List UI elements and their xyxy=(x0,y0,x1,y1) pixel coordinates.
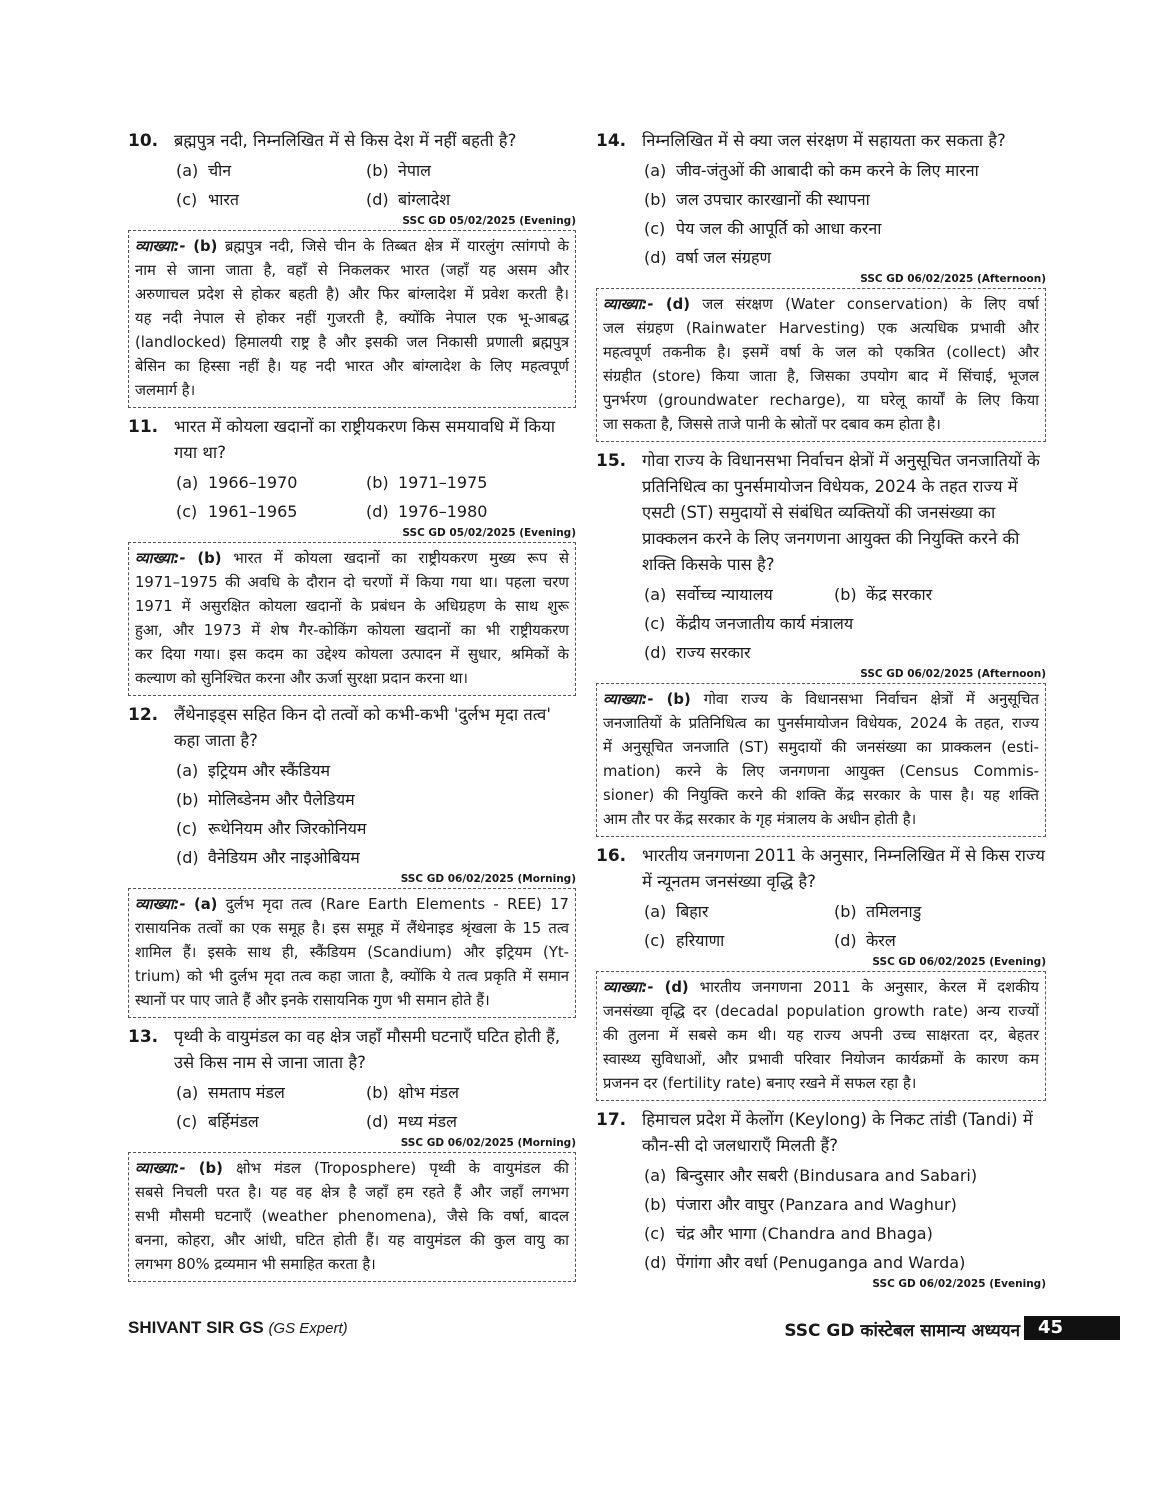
option-text: इट्रियम और स्कैंडियम xyxy=(208,761,331,780)
question-block xyxy=(128,702,576,1018)
explanation-line xyxy=(603,413,1039,437)
explanation-line xyxy=(135,1181,569,1205)
explanation-text: mation) करने के लिए जनगणना आयुक्त (Census Commis- xyxy=(603,763,1039,780)
question-text: लैंथेनाइड्स सहित किन दो तत्वों को कभी-कभी 'दुर्लभ मृदा तत्व' कहा जाता है? xyxy=(174,705,551,750)
explanation-text: हुआ, और 1973 में शेष गैर-कोकिंग कोयला खदानों का भी राष्ट्रीयकरण xyxy=(135,622,569,639)
question xyxy=(128,128,576,154)
options-list xyxy=(644,156,1046,272)
options-list xyxy=(176,156,576,214)
explanation-line xyxy=(603,365,1039,389)
footer-brand xyxy=(128,1318,348,1338)
explanation-line xyxy=(135,259,569,283)
option-text: बर्हिमंडल xyxy=(208,1112,259,1131)
explanation-line xyxy=(603,389,1039,413)
explanation-line xyxy=(135,643,569,667)
option-label: (a) xyxy=(176,1083,199,1102)
explanation-text: प्रजनन दर (fertility rate) बनाए रखने में सफल रहा है। xyxy=(603,1075,917,1092)
explanation-line xyxy=(603,688,1039,712)
option xyxy=(366,468,576,497)
explanation-text: 1971 में असुरक्षित कोयला खदानों के प्रबंधन के अधिग्रहण के साथ शुरू xyxy=(135,598,569,615)
option-label: (b) xyxy=(366,473,389,492)
explanation-text: दुर्लभ मृदा तत्व (Rare Earth Elements - REE) 17 xyxy=(225,896,569,913)
explanation-line xyxy=(135,307,569,331)
brand-subtitle: (GS Expert) xyxy=(268,1320,348,1337)
answer-key: (a) xyxy=(193,896,218,913)
explanation-label: व्याख्या:- xyxy=(603,296,654,313)
explanation-line xyxy=(135,893,569,917)
right-column xyxy=(596,128,1046,1291)
options-list xyxy=(644,1161,1046,1277)
option-label: (b) xyxy=(366,1083,389,1102)
question xyxy=(128,414,576,466)
option xyxy=(176,185,366,214)
option xyxy=(644,638,1046,667)
option xyxy=(366,156,576,185)
explanation-text: बनना, कोहरा, और आंधी, घटित होती हैं। यह वायुमंडल की कुल वायु का xyxy=(135,1232,569,1249)
option-text: पेंगांगा और वर्धा (Penuganga and Warda) xyxy=(676,1253,966,1272)
explanation-text: जल संग्रहण (Rainwater Harvesting) एक अत्यधिक प्रभावी और xyxy=(603,320,1039,337)
explanation-text: जल संरक्षण (Water conservation) के लिए वर्षा xyxy=(702,296,1039,313)
explanation-label: व्याख्या:- xyxy=(135,238,186,255)
option-label: (c) xyxy=(176,190,198,209)
explanation-text: लगभग 80% द्रव्यमान भी समाहित करता है। xyxy=(135,1256,376,1273)
question xyxy=(128,702,576,754)
explanation-text: में अनुसूचित जनजाति (ST) समुदायों की जनसंख्या का प्राक्कलन (esti- xyxy=(603,739,1039,756)
explanation-line xyxy=(603,976,1039,1000)
question-number: 14. xyxy=(596,131,627,151)
explanation-text: कल्याण को सुनिश्चित करना और ऊर्जा सुरक्षा प्रदान करना था। xyxy=(135,670,469,687)
question-number: 11. xyxy=(128,417,159,437)
explanation-text: नाम से जाना जाता है, वहाँ से निकलकर भारत (जहाँ यह असम और xyxy=(135,262,569,279)
option-text: 1976–1980 xyxy=(398,502,488,521)
explanation-text: 1971–1975 की अवधि के दौरान दो चरणों में किया गया था। पहला चरण xyxy=(135,574,569,591)
question-block xyxy=(596,448,1046,837)
explanation-line xyxy=(603,712,1039,736)
explanation-text: सभी मौसमी घटनाएँ (weather phenomena), जैसे कि वर्षा, बादल xyxy=(135,1208,569,1225)
option-label: (c) xyxy=(644,931,666,950)
explanation-text: sioner) की नियुक्ति करने की शक्ति केंद्र सरकार के पास है। यह शक्ति xyxy=(603,787,1039,804)
exam-source: SSC GD 05/02/2025 (Evening) xyxy=(402,215,576,227)
option xyxy=(644,580,834,609)
option xyxy=(366,497,576,526)
option xyxy=(644,185,1046,214)
explanation-line xyxy=(135,941,569,965)
option-label: (c) xyxy=(176,502,198,521)
option xyxy=(834,580,1046,609)
option-label: (c) xyxy=(644,1224,666,1243)
exam-source: SSC GD 06/02/2025 (Evening) xyxy=(872,956,1046,968)
explanation-text: भारतीय जनगणना 2011 के अनुसार, केरल में दशकीय xyxy=(699,979,1039,996)
exam-source: SSC GD 06/02/2025 (Afternoon) xyxy=(860,273,1046,285)
explanation-text: गोवा राज्य के विधानसभा निर्वाचन क्षेत्रों में अनुसूचित xyxy=(703,691,1039,708)
explanation-text: ब्रह्मपुत्र नदी, जिसे चीन के तिब्बत क्षेत्र में यारलुंग त्सांगपो के xyxy=(224,238,569,255)
explanation-line xyxy=(135,965,569,989)
question-text: भारतीय जनगणना 2011 के अनुसार, निम्नलिखित में से किस राज्य में न्यूनतम जनसंख्या वृद्धि है? xyxy=(642,846,1045,891)
explanation-text: (landlocked) हिमालयी राष्ट्र है और इसकी जल निकासी प्रणाली ब्रह्मपुत्र xyxy=(135,334,569,351)
option-text: बिन्दुसार और सबरी (Bindusara and Sabari) xyxy=(676,1166,978,1185)
options-list xyxy=(176,468,576,526)
option xyxy=(366,185,576,214)
option-text: राज्य सरकार xyxy=(676,643,751,662)
explanation-text: कर दिया गया। इस कदम का उद्देश्य कोयला उत्पादन में सुधार, श्रमिकों के xyxy=(135,646,569,663)
question-number: 16. xyxy=(596,846,627,866)
option-label: (b) xyxy=(834,902,857,921)
explanation-text: जनजातियों के प्रतिनिधित्व का पुनर्समायोजन विधेयक, 2024 के तहत, राज्य xyxy=(603,715,1039,732)
explanation-line xyxy=(135,1229,569,1253)
question-text: पृथ्वी के वायुमंडल का वह क्षेत्र जहाँ मौसमी घटनाएँ घटित होती हैं, उसे किस नाम से जाना जाता है? xyxy=(174,1027,561,1072)
question xyxy=(596,843,1046,895)
explanation-line xyxy=(135,595,569,619)
question-number: 17. xyxy=(596,1110,627,1130)
explanation-text: संग्रहीत (store) किया जाता है, जिसका उपयोग बाद में सिंचाई, भूजल xyxy=(603,368,1039,385)
explanation-line xyxy=(603,784,1039,808)
explanation-text: क्षोभ मंडल (Troposphere) पृथ्वी के वायुमंडल की xyxy=(236,1160,569,1177)
option xyxy=(176,756,576,785)
option-label: (d) xyxy=(366,502,389,521)
explanation-line xyxy=(603,760,1039,784)
answer-key: (b) xyxy=(197,550,222,567)
explanation-line xyxy=(135,619,569,643)
question-text: ब्रह्मपुत्र नदी, निम्नलिखित में से किस देश में नहीं बहती है? xyxy=(174,131,517,150)
answer-key: (b) xyxy=(666,691,691,708)
explanation-line xyxy=(135,547,569,571)
option xyxy=(644,243,1046,272)
option-label: (d) xyxy=(366,1112,389,1131)
explanation-line xyxy=(135,235,569,259)
exam-source: SSC GD 06/02/2025 (Morning) xyxy=(400,1137,576,1149)
explanation-label: व्याख्या:- xyxy=(603,691,654,708)
explanation-line xyxy=(135,331,569,355)
explanation-line xyxy=(135,355,569,379)
explanation-text: भारत में कोयला खदानों का राष्ट्रीयकरण मुख्य रूप से xyxy=(233,550,569,567)
left-column xyxy=(128,128,576,1288)
option-text: भारत xyxy=(208,190,240,209)
option-text: 1971–1975 xyxy=(398,473,488,492)
book-title: SSC GD कांस्टेबल सामान्य अध्ययन xyxy=(784,1321,1020,1341)
explanation-label: व्याख्या:- xyxy=(603,979,654,996)
question-text: हिमाचल प्रदेश में केलोंग (Keylong) के निकट तांडी (Tandi) में कौन-सी दो जलधाराएँ मिलती हैं? xyxy=(642,1110,1033,1155)
options-list xyxy=(644,580,1046,667)
answer-key: (d) xyxy=(665,296,690,313)
question-text: भारत में कोयला खदानों का राष्ट्रीयकरण किस समयावधि में किया गया था? xyxy=(174,417,556,462)
option xyxy=(644,1248,1046,1277)
explanation-line xyxy=(135,571,569,595)
explanation-text: सबसे निचली परत है। यह वह क्षेत्र है जहाँ हम रहते हैं और जहाँ लगभग xyxy=(135,1184,569,1201)
option-label: (c) xyxy=(176,819,198,838)
question xyxy=(596,128,1046,154)
option-text: वर्षा जल संग्रहण xyxy=(676,248,772,267)
option xyxy=(366,1107,576,1136)
question-block xyxy=(128,128,576,408)
options-list xyxy=(176,1078,576,1136)
option-label: (a) xyxy=(644,1166,667,1185)
explanation-text: अरुणाचल प्रदेश से होकर बहती है) और फिर बांग्लादेश में प्रवेश करती है। xyxy=(135,286,569,303)
explanation-box xyxy=(128,230,576,408)
question-block xyxy=(128,414,576,696)
option xyxy=(834,926,1046,955)
option xyxy=(176,785,576,814)
option-text: केंद्रीय जनजातीय कार्य मंत्रालय xyxy=(676,614,854,633)
option-text: 1966–1970 xyxy=(208,473,298,492)
explanation-line xyxy=(603,1000,1039,1024)
option-label: (a) xyxy=(644,902,667,921)
option-label: (a) xyxy=(176,161,199,180)
explanation-text: पुनर्भरण (groundwater recharge), या घरेलू कार्यों के लिए किया xyxy=(603,392,1039,409)
exam-source: SSC GD 06/02/2025 (Evening) xyxy=(872,1278,1046,1290)
explanation-line xyxy=(603,293,1039,317)
explanation-text: जनसंख्या वृद्धि दर (decadal population growth rate) अन्य राज्यों xyxy=(603,1003,1039,1020)
option-text: 1961–1965 xyxy=(208,502,298,521)
explanation-label: व्याख्या:- xyxy=(135,1160,186,1177)
option-text: केंद्र सरकार xyxy=(866,585,933,604)
option-text: केरल xyxy=(866,931,896,950)
explanation-line xyxy=(603,317,1039,341)
option-text: तमिलनाडु xyxy=(866,902,922,921)
exam-source: SSC GD 06/02/2025 (Morning) xyxy=(400,873,576,885)
option-label: (a) xyxy=(644,161,667,180)
explanation-line xyxy=(135,379,569,403)
answer-key: (d) xyxy=(664,979,689,996)
option-label: (b) xyxy=(644,1195,667,1214)
option-text: हरियाणा xyxy=(676,931,725,950)
option xyxy=(176,814,576,843)
option xyxy=(366,1078,576,1107)
option-text: पेय जल की आपूर्ति को आधा करना xyxy=(676,219,882,238)
option-text: सर्वोच्च न्यायालय xyxy=(676,585,773,604)
option-label: (b) xyxy=(834,585,857,604)
explanation-line xyxy=(135,1205,569,1229)
explanation-text: स्थानों पर पाए जाते हैं और इनके रासायनिक गुण भी समान होते हैं। xyxy=(135,992,490,1009)
option-label: (d) xyxy=(644,643,667,662)
option-label: (b) xyxy=(176,790,199,809)
option xyxy=(176,156,366,185)
question-number: 15. xyxy=(596,451,627,471)
explanation-line xyxy=(603,1072,1039,1096)
explanation-text: रासायनिक तत्वों का एक समूह है। इस समूह में लैंथेनाइड श्रृंखला के 15 तत्व xyxy=(135,920,569,937)
explanation-box xyxy=(596,288,1046,442)
explanation-line xyxy=(135,1157,569,1181)
option xyxy=(644,1161,1046,1190)
option-text: समताप मंडल xyxy=(208,1083,285,1102)
option xyxy=(644,156,1046,185)
option-label: (d) xyxy=(644,248,667,267)
option-text: जल उपचार कारखानों की स्थापना xyxy=(676,190,870,209)
option-label: (d) xyxy=(176,848,199,867)
explanation-box xyxy=(596,971,1046,1101)
option-text: नेपाल xyxy=(398,161,431,180)
question-number: 10. xyxy=(128,131,159,151)
explanation-line xyxy=(135,917,569,941)
question-text: गोवा राज्य के विधानसभा निर्वाचन क्षेत्रों में अनुसूचित जनजातियों के प्रतिनिधित्व का पुनर्समायोजन विधेयक, 2024 के तहत राज्य में एसटी (ST) समुदायों से संबंधित व्यक्तियों की जनसंख्या का प्राक्कलन करने के लिए जनगणना आयुक्त की नियुक्ति करने की शक्ति किसके पास है? xyxy=(642,451,1040,574)
option xyxy=(644,609,1046,638)
question xyxy=(128,1024,576,1076)
explanation-text: स्वास्थ्य सुविधाओं, और प्रभावी परिवार नियोजन कार्यक्रमों के कारण कम xyxy=(603,1051,1039,1068)
question xyxy=(596,448,1046,578)
option-label: (d) xyxy=(834,931,857,950)
option-text: मोलिब्डेनम और पैलेडियम xyxy=(208,790,355,809)
option-label: (a) xyxy=(644,585,667,604)
question-block xyxy=(596,128,1046,442)
option xyxy=(644,926,834,955)
option-text: मध्य मंडल xyxy=(398,1112,457,1131)
option-label: (c) xyxy=(176,1112,198,1131)
option-label: (c) xyxy=(644,219,666,238)
option-text: बांग्लादेश xyxy=(398,190,451,209)
option xyxy=(644,1190,1046,1219)
explanation-label: व्याख्या:- xyxy=(135,550,186,567)
option xyxy=(834,897,1046,926)
question-number: 12. xyxy=(128,705,159,725)
question-block xyxy=(596,843,1046,1101)
option-text: पंजारा और वाघुर (Panzara and Waghur) xyxy=(676,1195,957,1214)
explanation-text: यह नदी नेपाल से होकर नहीं गुजरती है, क्योंकि नेपाल एक भू-आबद्ध xyxy=(135,310,569,327)
option-label: (d) xyxy=(366,190,389,209)
option-label: (d) xyxy=(644,1253,667,1272)
question-text: निम्नलिखित में से क्या जल संरक्षण में सहायता कर सकता है? xyxy=(642,131,1006,150)
option-text: वैनेडियम और नाइओबियम xyxy=(208,848,360,867)
explanation-text: महत्वपूर्ण तकनीक है। इसमें वर्षा के जल को एकत्रित (collect) और xyxy=(603,344,1039,361)
explanation-text: बेसिन का हिस्सा नहीं है। यह नदी भारत और बांग्लादेश के लिए महत्वपूर्ण xyxy=(135,358,569,375)
answer-key: (b) xyxy=(193,238,218,255)
option xyxy=(176,1107,366,1136)
option xyxy=(644,1219,1046,1248)
question-number: 13. xyxy=(128,1027,159,1047)
option-text: बिहार xyxy=(676,902,709,921)
page-footer xyxy=(128,1316,1120,1344)
option xyxy=(644,897,834,926)
explanation-text: जा सकता है, जिससे ताजे पानी के स्रोतों पर दबाव कम होता है। xyxy=(603,416,941,433)
explanation-box xyxy=(128,1152,576,1282)
options-list xyxy=(176,756,576,872)
question xyxy=(596,1107,1046,1159)
option-text: चंद्र और भागा (Chandra and Bhaga) xyxy=(676,1224,933,1243)
explanation-box xyxy=(128,888,576,1018)
explanation-text: trium) को भी दुर्लभ मृदा तत्व कहा जाता है, क्योंकि ये तत्व प्रकृति में समान xyxy=(135,968,569,985)
explanation-line xyxy=(135,667,569,691)
explanation-line xyxy=(603,341,1039,365)
exam-source: SSC GD 06/02/2025 (Afternoon) xyxy=(860,668,1046,680)
option-text: चीन xyxy=(208,161,232,180)
explanation-line xyxy=(135,283,569,307)
option-label: (c) xyxy=(644,614,666,633)
option-text: जीव-जंतुओं की आबादी को कम करने के लिए मारना xyxy=(676,161,979,180)
option-label: (b) xyxy=(366,161,389,180)
option xyxy=(176,497,366,526)
explanation-line xyxy=(603,1024,1039,1048)
explanation-line xyxy=(135,1253,569,1277)
option xyxy=(176,1078,366,1107)
option-text: रूथेनियम और जिरकोनियम xyxy=(208,819,367,838)
explanation-text: आम तौर पर केंद्र सरकार के गृह मंत्रालय के अधीन होती है। xyxy=(603,811,917,828)
page-number: 45 xyxy=(1024,1316,1120,1340)
explanation-box xyxy=(128,542,576,696)
explanation-text: शामिल हैं। इसके साथ ही, स्कैंडियम (Scandium) और इट्रियम (Yt- xyxy=(135,944,569,961)
option xyxy=(644,214,1046,243)
explanation-text: जलमार्ग है। xyxy=(135,382,196,399)
brand-name: SHIVANT SIR GS xyxy=(128,1318,264,1337)
option-label: (a) xyxy=(176,761,199,780)
explanation-line xyxy=(603,1048,1039,1072)
explanation-label: व्याख्या:- xyxy=(135,896,186,913)
option-text: क्षोभ मंडल xyxy=(398,1083,459,1102)
exam-source: SSC GD 05/02/2025 (Evening) xyxy=(402,527,576,539)
explanation-text: की तुलना में सबसे कम थी। यह राज्य अपनी उच्च साक्षरता दर, बेहतर xyxy=(603,1027,1039,1044)
question-block xyxy=(128,1024,576,1282)
option-label: (a) xyxy=(176,473,199,492)
explanation-line xyxy=(603,808,1039,832)
options-list xyxy=(644,897,1046,955)
option xyxy=(176,843,576,872)
explanation-box xyxy=(596,683,1046,837)
answer-key: (b) xyxy=(198,1160,223,1177)
question-block xyxy=(596,1107,1046,1291)
explanation-line xyxy=(603,736,1039,760)
option-label: (b) xyxy=(644,190,667,209)
option xyxy=(176,468,366,497)
explanation-line xyxy=(135,989,569,1013)
